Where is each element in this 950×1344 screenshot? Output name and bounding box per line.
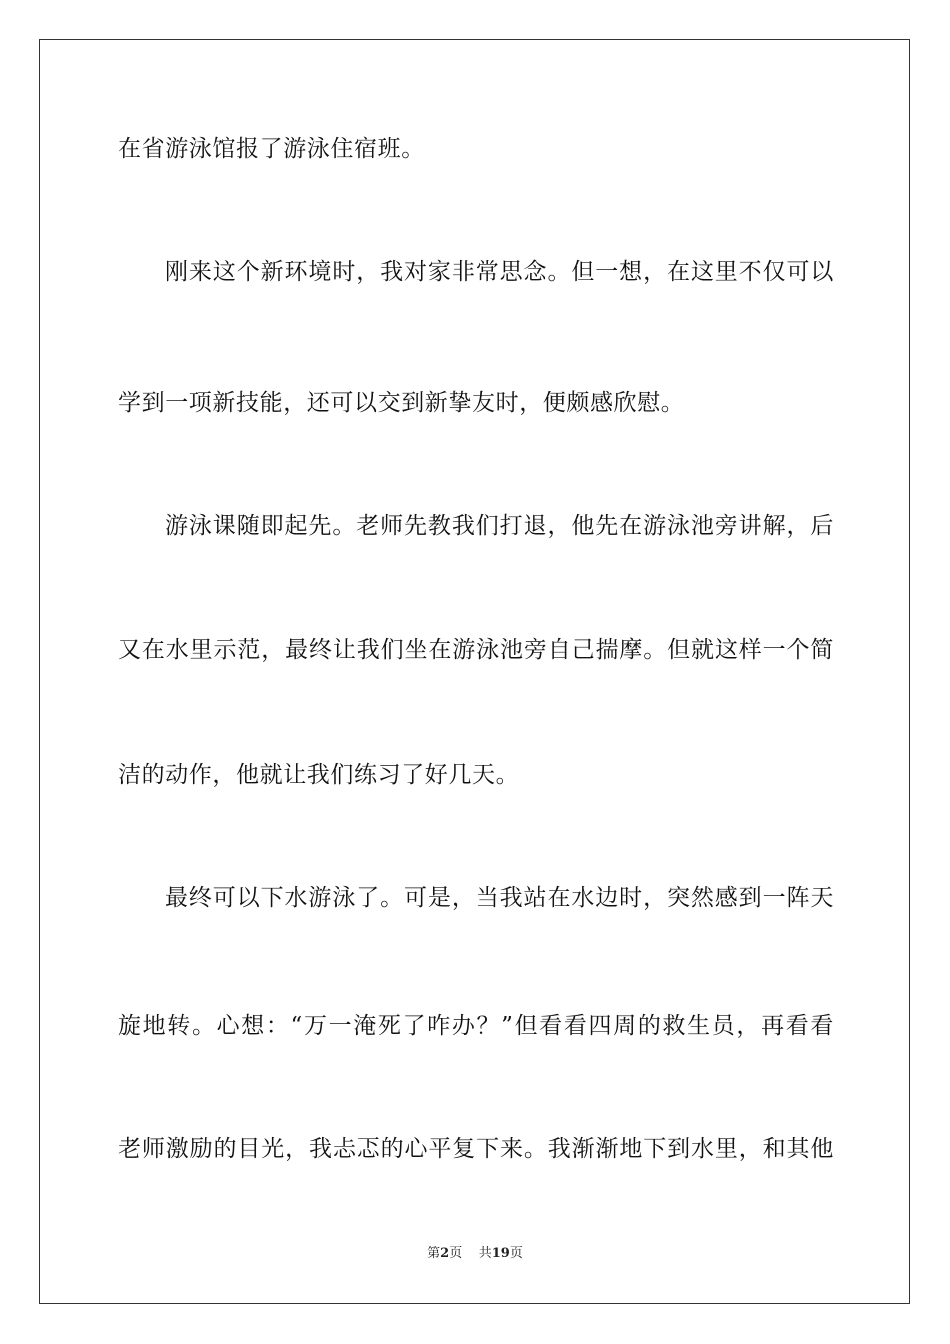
page-footer [0, 1245, 950, 1263]
text-line-3: 学到一项新技能，还可以交到新挚友时，便颇感欣慰。 [118, 390, 685, 416]
page-suffix: 页 [449, 1246, 463, 1261]
text-line-6: 洁的动作，他就让我们练习了好几天。 [118, 762, 520, 788]
page-prefix: 第 [427, 1246, 441, 1261]
text-line-8: 旋地转。心想：“万一淹死了咋办？”但看看四周的救生员，再看看 [118, 1013, 834, 1039]
total-prefix: 共 [478, 1246, 492, 1261]
text-line-7: 最终可以下水游泳了。可是，当我站在水边时，突然感到一阵天 [165, 885, 834, 911]
page-number: 2 [440, 1246, 450, 1261]
text-line-1: 在省游泳馆报了游泳住宿班。 [118, 136, 425, 162]
page-border [39, 39, 910, 1304]
total-pages: 19 [491, 1246, 510, 1261]
text-line-4: 游泳课随即起先。老师先教我们打退，他先在游泳池旁讲解，后 [165, 513, 834, 539]
text-line-9: 老师激励的目光，我忐忑的心平复下来。我渐渐地下到水里，和其他 [118, 1136, 834, 1162]
text-line-5: 又在水里示范，最终让我们坐在游泳池旁自己揣摩。但就这样一个简 [118, 637, 834, 663]
text-line-2: 刚来这个新环境时，我对家非常思念。但一想，在这里不仅可以 [165, 259, 834, 285]
total-suffix: 页 [509, 1246, 523, 1261]
